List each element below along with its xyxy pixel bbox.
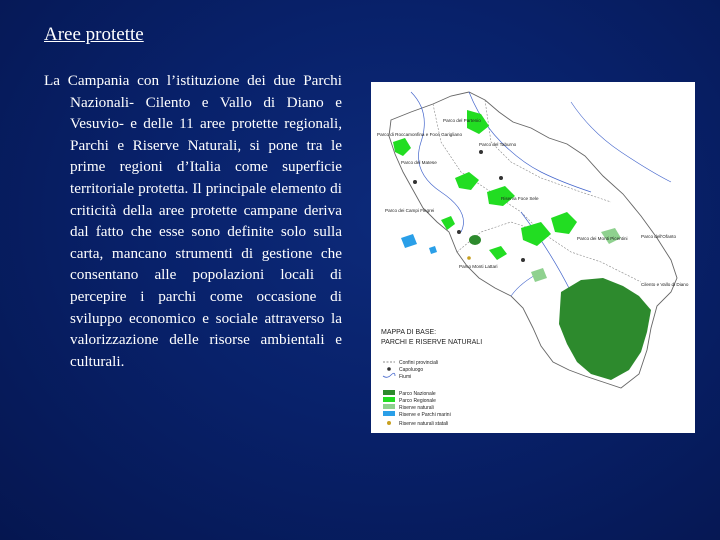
- legend-item-2: Fiumi: [399, 374, 412, 380]
- map-label-3: Riserva Foce Sele: [501, 196, 539, 201]
- map-label-5: Parco del Taburno: [479, 142, 517, 147]
- slide-title: Aree protette: [44, 24, 144, 45]
- legend-item-5: Riserve naturali: [399, 405, 434, 411]
- marine-reserve-ischia: [401, 234, 417, 248]
- map-label-6: Parco dei Monti Picentini: [577, 236, 628, 241]
- map-label-2: Parco del Matese: [401, 160, 437, 165]
- legend-item-6: Riserve e Parchi marini: [399, 412, 451, 418]
- map-label-0: Parco del Partenio: [443, 118, 481, 123]
- legend-item-4: Parco Regionale: [399, 398, 436, 404]
- campania-protected-areas-map: [371, 82, 695, 433]
- map-label-9: Cilento e Vallo di Diano: [641, 282, 689, 287]
- map-graphic: [371, 82, 695, 433]
- legend-item-1: Capoluogo: [399, 367, 424, 373]
- legend-title-2: PARCHI E RISERVE NATURALI: [381, 339, 483, 346]
- map-label-8: Parco dell'Ofanto: [641, 234, 677, 239]
- slide-body-text: La Campania con l’istituzione dei due Parchi Nazionali- Cilento e Vallo di Diano e Vesuvio- e delle 11 aree protette regionali, Parchi e Riserve Naturali, si pone tra le prime regioni d’Italia come superficie territoriale protetta. Il principale elemento di criticità della aree protette campane deriva dal fatto che esse sono definite solo sulla carta, mancano strumenti di gestione che consentano alle popolazioni locali di percepire i parchi come occasione di sviluppo economico e sociale attraverso la valorizzazione delle risorse ambientali e culturali.: [44, 72, 342, 370]
- map-label-7: Parco Monti Lattari: [459, 264, 498, 269]
- map-legend: [381, 329, 482, 427]
- map-label-4: Parco dei Campi Flegrei: [385, 208, 435, 213]
- legend-item-0: Confini provinciali: [399, 360, 439, 366]
- legend-item-7: Riserve naturali statali: [399, 421, 449, 427]
- vesuvio-national-park: [469, 235, 481, 245]
- legend-item-3: Parco Nazionale: [399, 391, 436, 397]
- legend-title-1: MAPPA DI BASE:: [381, 329, 437, 336]
- map-label-1: Parco di Roccamonfina e Foce Garigliano: [377, 132, 463, 137]
